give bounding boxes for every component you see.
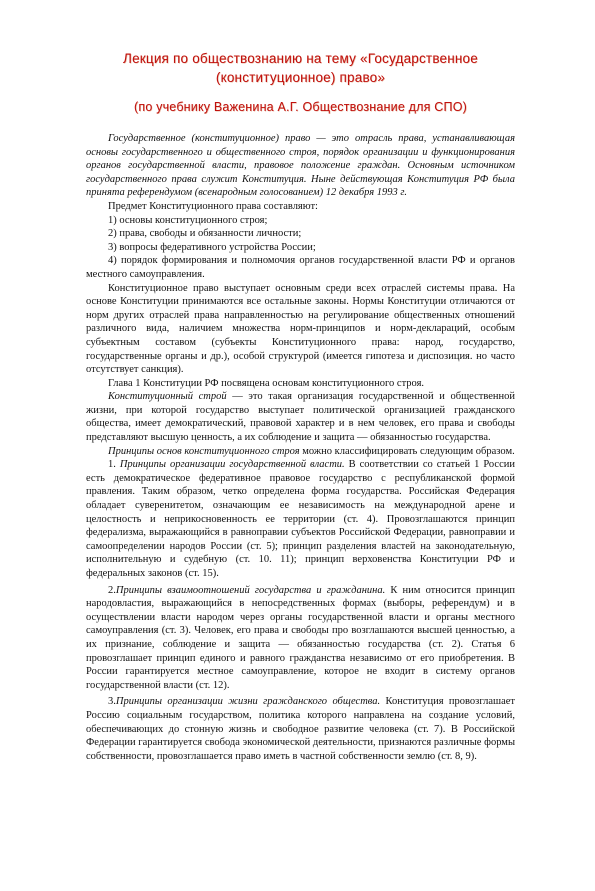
document-body [86,132,515,763]
paragraph-chapter-one: Глава 1 Конституции РФ посвящена основам конституционного строя. [108,377,425,389]
paragraph-text: можно классифицировать следующим образом. [299,445,515,457]
list-item: 1) основы конституционного строя; [108,214,268,226]
list-item: 4) порядок формирования и полномочия органов государственной власти РФ и органов местного самоуправления. [86,255,515,280]
paragraph-definition [86,132,515,200]
principle-number: 2. [108,584,116,596]
principle-number: 1. [108,459,120,471]
principle-heading: Принципы организации государственной власти. [119,459,345,471]
document-page [0,49,595,891]
principle-heading: Принципы взаимоотношений государства и гражданина. [115,584,386,596]
document-title: Лекция по обществознанию на тему «Государственное (конституционное) право» [123,51,478,85]
paragraph-principle-2 [86,584,515,693]
paragraph-principle-3 [86,695,515,763]
paragraph-text: Конституция провозглашает Россию социальным государством, политика которого направлена на создание условий, обеспечивающих до стонную жизнь и свободное развитие человека (ст. 7). В Российской Федерации гарантируется свобода экономической деятельности, признаются различные формы собственности, провозглашается право иметь в частной собственности землю (ст. 8, 9). [86,696,515,762]
paragraph-principle-1 [86,458,515,580]
paragraph-constitutional-law: Конституционное право выступает основным среди всех отраслей системы права. На основе Конституции принимаются все остальные законы. Нормы Конституции отличаются от норм других отраслей права направленностью на регулирование общественных отношений различного вида, наличием множества норм-принципов и норм-деклараций, особым субъектным составом (субъекты Конституционного права: народ, государство, государственные органы и др.), особой структурой (имеется гипотеза и диспозиция. но часто отсутствует санкция). [86,282,515,376]
principle-heading: Принципы организации жизни гражданского общества. [115,696,381,708]
paragraph-definition-text: Государственное (конституционное) право — это отрасль права, устанавливающая основы государственного и общественного строя, порядок организации и функционирования органов государственной власти, правовое положение граждан. Основным источником государственного права служит Конституция. Ныне действующая Конституция РФ была принята референдумом (всенародным голосованием) 12 декабря 1993 г. [86,133,515,199]
principle-number: 3. [108,696,116,708]
paragraph-text: К ним относится принцип народовластия, выражающийся в непосредственных формах (выборы, референдум) и в осуществлении власти народом через органы государственной власти и органы местного самоуправления (ст. 3). Человек, его права и свободы про возглашаются высшей ценностью, а их признание, соблюдение и защита — обязанностью государства (ст. 2). Статья 6 провозглашает принцип единого и равного гражданства независимо от его приобретения. В России гарантируется местное самоуправление, которое не входит в систему органов государственной власти (ст. 12). [86,584,516,691]
paragraph-principles-intro [86,445,515,459]
paragraph-constitutional-order [86,390,515,444]
term-constitutional-order: Конституционный строй [108,391,227,403]
document-subtitle: (по учебнику Важенина А.Г. Обществознание для СПО) [133,100,467,114]
term-principles: Принципы основ конституционного строя [108,445,300,457]
paragraph-text: — это такая организация государственной и общественной жизни, при которой государство выступает политической организацией гражданского общества, имеет демократический, правовой характер и в нем человек, его права и свободы представляют высшую ценность, а их соблюдение и защита — обязанностью государства. [86,391,516,444]
list-item: 3) вопросы федеративного устройства России; [108,241,316,253]
paragraph-subject-intro: Предмет Конституционного права составляют: [108,200,318,212]
list-item: 2) права, свободы и обязанности личности; [108,228,302,240]
paragraph-text: В соответствии со статьей 1 России есть демократическое федеративное правовое государство с республиканской формой правления. Таким образом, четко определена форма государства. Российская Федерация обладает суверенитетом, означающим ее независимость на международной арене и целостность и неприкосновенность ее территории (ст. 4). Провозглашаются принцип федерализма, выражающийся в равноправии субъектов Российской Федерации, равноправии и самоопределении народов России (ст. 5); принцип разделения властей на законодательную, исполнительную и судебную (ст. 10. 11); принцип верховенства Конституции РФ и федеральных законов (ст. 15). [86,459,515,579]
